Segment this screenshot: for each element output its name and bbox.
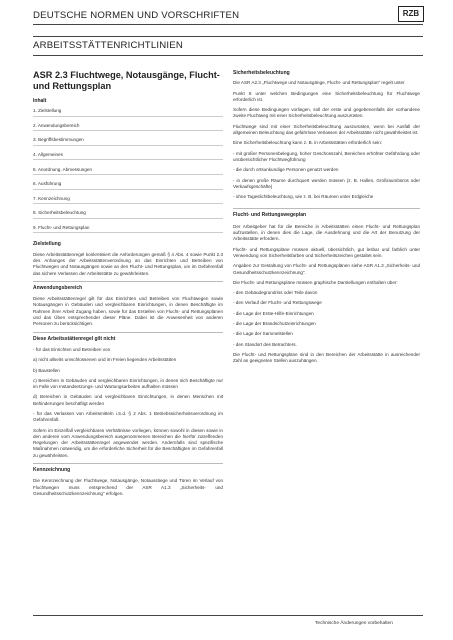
gilt-nicht-item: - für das Einrichten und Betreiben von: [33, 346, 111, 352]
gilt-nicht-heading: Diese Arbeitsstättenregel gilt nicht: [33, 335, 116, 342]
rzb-logo: RZB: [398, 6, 424, 22]
rettungsplan-heading: Flucht- und Rettungswegeplan: [233, 212, 307, 219]
toc-item: 7. Kennzeichnung: [33, 196, 223, 204]
toc-item: 3. Begriffsbestimmungen: [33, 137, 223, 145]
toc-item: 4. Allgemeines: [33, 152, 223, 160]
sb-list-item: - die durch ortsunkundige Personen genutzt werden: [233, 167, 339, 173]
toc-item: 8. Sicherheitsbeleuchtung: [33, 210, 223, 218]
fr-list-item: - den Standort des Betrachters.: [233, 341, 297, 347]
gilt-nicht-item: b) Baustellen: [33, 367, 60, 373]
gilt-nicht-item: - für das Verlassen von Arbeitsmitteln i.S.d. § 2 Abs. 1 Betriebssicherheitsverordnung im Gefahrenfall.: [33, 410, 223, 423]
fr-paragraph: Angaben zur Gestaltung von Flucht- und Rettungsplänen siehe ASR A1.3 „Sicherheits- und Gesundheitsschutzkennzeichnung“.: [233, 263, 420, 275]
fr-list-item: - den Gebäudegrundriss oder Teile davon: [233, 290, 318, 296]
kennzeichnung-text: Die Kennzeichnung der Fluchtwege, Notausgänge, Notausstiege und Türen im Verlauf von Fluchtwegen muss entsprechend der ASR A1.3 „Sicherheits- und Gesundheitsschutzkennzeichnung“ erfolgen.: [33, 478, 223, 496]
anwendungsbereich-heading: Anwendungsbereich: [33, 284, 83, 291]
toc-item: 5. Anordnung, Abmessungen: [33, 167, 223, 175]
anwendungsbereich-text: Diese Arbeitsstättenregel gilt für das Einrichten und Betreiben von Fluchtwegen sowie Notausgängen in Gebäuden und vergleichbaren Einrichtungen, in denen Beschäftigte im Rahmen ihrer Arbeit Zugang haben, sowie für das Erstellen von Flucht- und Rettungsplänen und das Üben entsprechender dieser Pläne. Dabei ist die Anwesenheit von anderen Personen zu berücksichtigen.: [33, 296, 223, 327]
fr-paragraph: Die Flucht- und Rettungspläne sind in den Bereichen der Arbeitsstätte in ausreichender Zahl an geeigneten Stellen auszuhängen.: [233, 351, 420, 364]
fr-paragraph: Der Arbeitgeber hat für die Bereiche in Arbeitsstätten einen Flucht- und Rettungsplan aufzustellen, in denen dies die Lage, die Ausdehnung und die Art der Benutzung der Arbeitsstätte erfordern.: [233, 223, 420, 242]
header-rule: [33, 24, 423, 25]
zielstellung-text: Diese Arbeitsstättenregel konkretisiert die Anforderungen gemäß § 4 Abs. 4 sowie Punkt 2.3 des Anhanges der Arbeitsstättenverordnung an das Einrichten und Betreiben von Fluchtwegen und Notausgängen sowie an den Flucht- und Rettungsplan, um im Gefahrenfall das sichere Verlassen der Arbeitsstätte zu gewährleisten.: [33, 251, 223, 276]
table-of-contents: [33, 108, 223, 233]
document-heading: ASR 2.3 Fluchtwege, Notausgänge, Flucht- und Rettungsplan: [33, 70, 220, 91]
fr-list-item: - die Lage der Sammelstellen: [233, 331, 293, 337]
right-column: [233, 70, 420, 369]
fr-list-item: - den Verlauf der Flucht- und Rettungswege: [233, 300, 322, 306]
gilt-nicht-item: a) nicht allseits umschlossenen und im Freien liegenden Arbeitsstätten: [33, 357, 177, 363]
section-title: ARBEITSSTÄTTENRICHTLINIEN: [33, 40, 183, 51]
section-rule-top: [33, 36, 423, 37]
toc-title: Inhalt: [33, 98, 47, 104]
fr-list-item: - die Lage der Erste-Hilfe-Einrichtungen: [233, 310, 314, 316]
toc-item: 2. Anwendungsbereich: [33, 123, 223, 131]
gilt-nicht-item: c) Bereichen in Gebäuden und vergleichbaren Einrichtungen, in denen sich Beschäftigte nur im Falle von Instandsetzungs- und Wartungsarbeiten aufhalten müssen: [33, 377, 223, 390]
sb-paragraph: Punkt 8 unter welchen Bedingungen eine Sicherheitsbeleuchtung für Fluchtwege erforderlich ist.: [233, 90, 420, 102]
footer-rule: [33, 615, 423, 616]
sicherheitsbeleuchtung-heading: Sicherheitsbeleuchtung: [233, 70, 290, 76]
footer-note: Technische Änderungen vorbehalten: [315, 621, 393, 626]
section-rule-bottom: [33, 55, 423, 56]
zielstellung-heading: Zielstellung: [33, 241, 61, 248]
fr-paragraph: Flucht- und Rettungspläne müssen aktuell, übersichtlich, gut lesbar und farblich unter Verwendung von Sicherheitsfarben und Sicherheitszeichen gestaltet sein.: [233, 246, 420, 258]
sb-list-item: - ohne Tageslichtbeleuchtung, wie z. B. bei Räumen unter Erdgleiche: [233, 194, 374, 200]
fr-paragraph: Die Flucht- und Rettungspläne müssen graphische Darstellungen enthalten über:: [233, 279, 398, 285]
left-column: [33, 70, 223, 501]
sb-paragraph: Die ASR A2.3 „Fluchtwege und Notausgänge, Flucht- und Rettungsplan“ regelt unter: [233, 80, 405, 86]
sb-paragraph: Eine Sicherheitsbeleuchtung kann z. B. in Arbeitsstätten erforderlich sein:: [233, 140, 383, 146]
ermessen-text: Sofern im Einzelfall vergleichbares Verhältnisse vorliegen, können sowohl in diesen sowie in den anderen vom Anwendungsbereich ausgenommenen Bereichen die hierfür zutreffenden Regelungen der Arbeitsstättenregel angewendet werden. Andernfalls sind spezifische Maßnahmen notwendig, um die erforderliche Sicherheit für die Beschäftigten im Gefahrenfall zu gewährleisten.: [33, 427, 223, 458]
toc-item: 9. Flucht- und Rettungsplan: [33, 225, 223, 233]
toc-item: 1. Zielstellung: [33, 108, 223, 116]
sb-paragraph: Fluchtwege sind mit einer Sicherheitsbeleuchtung auszurüsten, wenn bei Ausfall der allgemeinen Beleuchtung das gefahrlose Verlassen der Arbeitsstätte nicht gewährleistet ist.: [233, 123, 420, 136]
sb-paragraph: Sofern diese Bedingungen vorliegen, soll der erste und gegebenenfalls der vorhandene zweite Fluchtweg mit einer Sicherheitsbeleuchtung auszurüsten.: [233, 107, 420, 119]
toc-item: 6. Ausführung: [33, 181, 223, 189]
kennzeichnung-heading: Kennzeichnung: [33, 467, 71, 474]
sb-list-item: - in denen große Räume durchquert werden müssen (z. B. Hallen, Großraumbüros oder Verkaufsgeschäfte): [233, 177, 420, 189]
document-header-title: DEUTSCHE NORMEN UND VORSCHRIFTEN: [33, 10, 240, 21]
fr-list-item: - die Lage der Brandschutzeinrichtungen: [233, 321, 316, 327]
gilt-nicht-item: d) Bereichen in Gebäuden und vergleichbaren Einrichtungen, in denen Menschen mit Behinderungen beschäftigt werden: [33, 394, 223, 406]
sb-list-item: - mit großer Personenbelegung, hoher Geschosszahl, Bereichen erhöhter Gefährdung oder unübersichtlicher Fluchtwegführung: [233, 150, 420, 162]
